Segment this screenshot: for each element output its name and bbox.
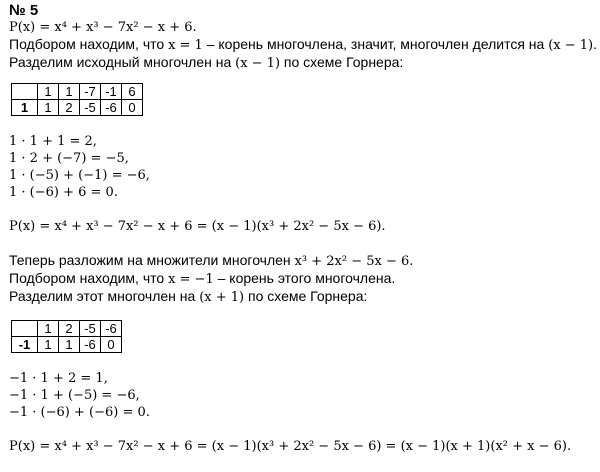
table-cell: 1 (38, 321, 59, 337)
table-cell: 2 (59, 321, 80, 337)
table-cell (12, 321, 38, 337)
table-header-row (12, 321, 122, 337)
horner-intro-sentence (9, 54, 595, 72)
table-row (12, 100, 143, 116)
table-cell: -5 (80, 321, 101, 337)
table-cell: 0 (122, 100, 143, 116)
text-fragment: Разделим исходный многочлен на (9, 54, 236, 70)
calculation-line: 1 · (−6) + 6 = 0. (9, 185, 118, 200)
table-cell: 1 (38, 337, 59, 353)
table-cell: -7 (80, 84, 101, 100)
table-cell: 2 (59, 100, 80, 116)
table-cell-root: 1 (12, 100, 38, 116)
text-fragment: по схеме Горнера: (244, 288, 368, 304)
table-cell: 1 (59, 337, 80, 353)
table-row (12, 337, 122, 353)
table-cell: 6 (122, 84, 143, 100)
table-cell (12, 84, 38, 100)
horner-intro-sentence-2 (9, 288, 595, 306)
factor-cubic-sentence (9, 252, 595, 270)
horner-table-1 (11, 83, 143, 116)
solution-document (9, 2, 595, 455)
text-fragment: по схеме Горнера: (280, 54, 404, 70)
table-cell: -1 (101, 84, 122, 100)
math-fragment: x = −1 (168, 272, 214, 287)
calculation-block-2 (9, 370, 595, 421)
math-fragment: x³ + 2x² − 5x − 6. (294, 254, 414, 269)
horner-table-2 (11, 320, 122, 353)
polynomial-definition: P(x) = x⁴ + x³ − 7x² − x + 6. (9, 20, 197, 35)
text-fragment: Разделим этот многочлен на (9, 288, 200, 304)
text-fragment: Подбором находим, что (9, 36, 169, 52)
root-finding-sentence-2 (9, 270, 595, 288)
calculation-line: 1 · 2 + (−7) = −5, (9, 151, 129, 166)
math-fragment: (x − 1) (548, 38, 594, 53)
problem-number: № 5 (9, 2, 39, 19)
factorization-1: P(x) = x⁴ + x³ − 7x² − x + 6 = (x − 1)(x³ + 2x² − 5x − 6). (9, 219, 386, 234)
table-cell-root: -1 (12, 337, 38, 353)
calculation-line: 1 · 1 + 1 = 2, (9, 134, 97, 149)
table-cell: -5 (80, 100, 101, 116)
table-cell: -6 (80, 337, 101, 353)
calculation-line: −1 · 1 + (−5) = −6, (9, 388, 140, 403)
calculation-block-1 (9, 133, 595, 201)
table-cell: 0 (101, 337, 122, 353)
text-fragment: . (593, 36, 597, 52)
math-fragment: (x − 1) (235, 56, 281, 71)
text-fragment: Подбором находим, что (9, 270, 169, 286)
calculation-line: −1 · 1 + 2 = 1, (9, 371, 108, 386)
table-cell: 1 (59, 84, 80, 100)
math-fragment: x = 1 (168, 38, 203, 53)
calculation-line: 1 · (−5) + (−1) = −6, (9, 168, 150, 183)
calculation-line: −1 · (−6) + (−6) = 0. (9, 405, 150, 420)
text-fragment: – корень этого многочлена. (213, 270, 396, 286)
root-finding-sentence (9, 36, 595, 54)
math-fragment: (x + 1) (199, 290, 245, 305)
table-cell: 1 (38, 100, 59, 116)
table-cell: -6 (101, 321, 122, 337)
table-header-row (12, 84, 143, 100)
text-fragment: – корень многочлена, значит, многочлен делится на (202, 36, 549, 52)
table-cell: 1 (38, 84, 59, 100)
factorization-2: P(x) = x⁴ + x³ − 7x² − x + 6 = (x − 1)(x³ + 2x² − 5x − 6) = (x − 1)(x + 1)(x² + x − 6). (9, 439, 572, 454)
table-cell: -6 (101, 100, 122, 116)
text-fragment: Теперь разложим на множители многочлен (9, 252, 295, 268)
